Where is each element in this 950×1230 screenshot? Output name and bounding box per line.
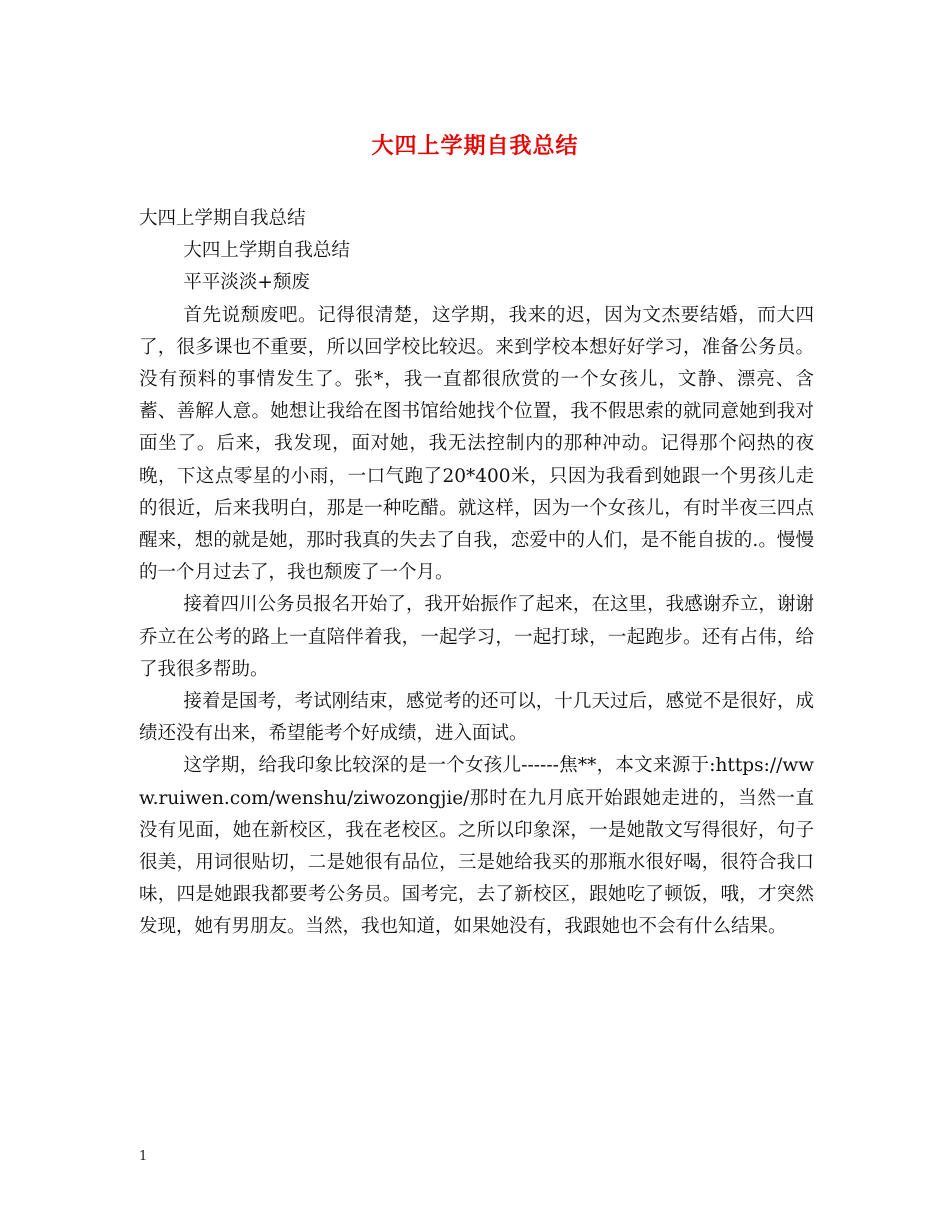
- document-title: 大四上学期自我总结: [371, 133, 579, 159]
- paragraph-body: 接着四川公务员报名开始了，我开始振作了起来，在这里，我感谢乔立，谢谢乔立在公考的路上一直陪伴着我，一起学习，一起打球，一起跑步。还有占伟，给了我很多帮助。: [139, 594, 814, 680]
- paragraph-body: 接着是国考，考试刚结束，感觉考的还可以，十几天过后，感觉不是很好，成绩还没有出来，希望能考个好成绩，进入面试。: [139, 691, 814, 745]
- paragraph-section-title: 平平淡淡+颓废: [183, 272, 310, 294]
- paragraph-heading: 大四上学期自我总结: [139, 208, 306, 229]
- page-number: 1: [139, 1149, 148, 1164]
- paragraph-body: 这学期，给我印象比较深的是一个女孩儿------焦**，本文来源于:https://www.ruiwen.com/wenshu/ziwozongjie/那时在九月底开始跟她走进的，当然一直没有见面，她在新校区，我在老校区。之所以印象深，一是她散文写得很好，句子很美，用词很贴切，二是她很有品位，三是她给我买的那瓶水很好喝，很符合我口味，四是她跟我都要考公务员。国考完，去了新校区，跟她吃了顿饭，哦，才突然发现，她有男朋友。当然，我也知道，如果她没有，我跟她也不会有什么结果。: [139, 755, 814, 938]
- paragraph-subheading: 大四上学期自我总结: [183, 240, 350, 262]
- document-body: [139, 203, 814, 944]
- paragraph-body: 首先说颓废吧。记得很清楚，这学期，我来的迟，因为文杰要结婚，而大四了，很多课也不重要，所以回学校比较迟。来到学校本想好好学习，准备公务员。没有预料的事情发生了。张*，我一直都很欣赏的一个女孩儿，文静、漂亮、含蓄、善解人意。她想让我给在图书馆给她找个位置，我不假思索的就同意她到我对面坐了。后来，我发现，面对她，我无法控制内的那种冲动。记得那个闷热的夜晚，下这点零星的小雨，一口气跑了20*400米，只因为我看到她跟一个男孩儿走的很近，后来我明白，那是一种吃醋。就这样，因为一个女孩儿，有时半夜三四点醒来，想的就是她，那时我真的失去了自我，恋爱中的人们，是不能自拔的.。慢慢的一个月过去了，我也颓废了一个月。: [139, 304, 814, 584]
